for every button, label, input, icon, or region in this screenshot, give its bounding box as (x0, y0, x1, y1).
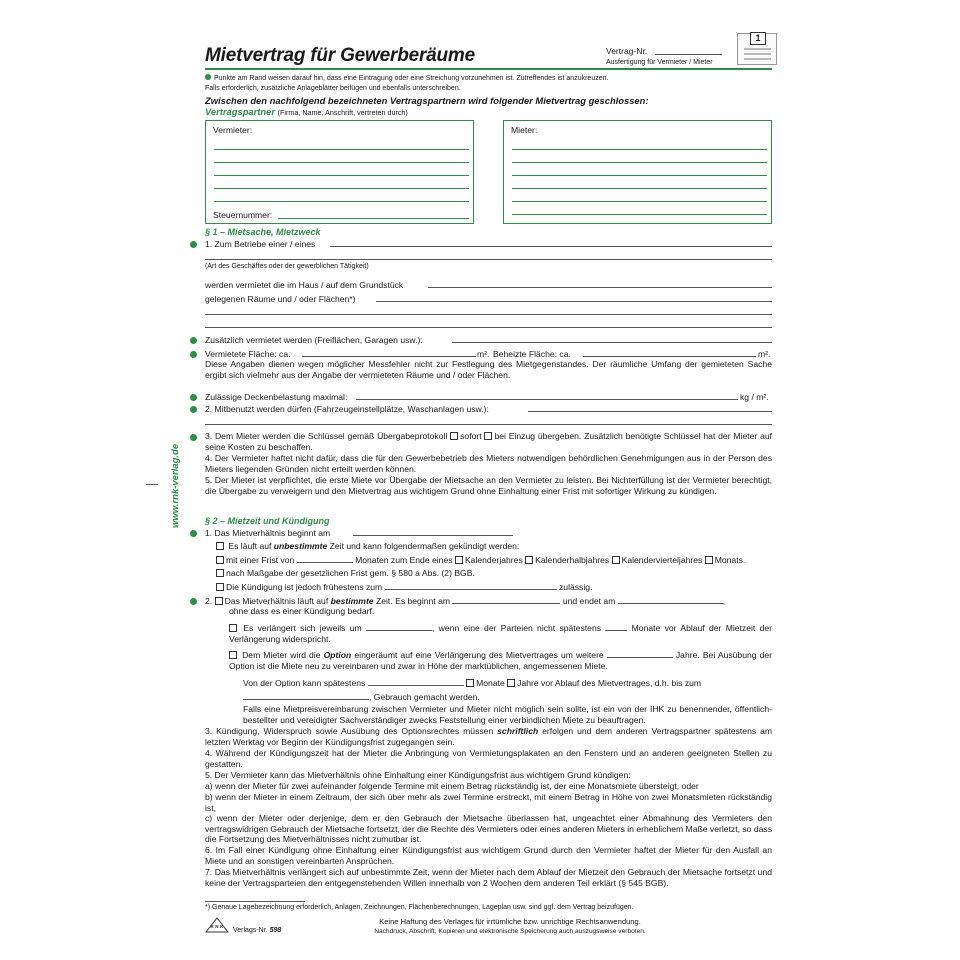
option-deadline-text-a: Von der Option kann spätestens (243, 678, 366, 688)
quarter-checkbox[interactable] (612, 556, 620, 564)
unlimited-text-b: unbestimmte (273, 541, 328, 551)
option-years-label: Jahre vor Ablauf des Mietvertrages, d.h. bis zum (517, 678, 702, 688)
contract-no-field[interactable] (655, 54, 722, 55)
earliest-row (216, 582, 592, 593)
earliest-text-a: Die Kündigung ist jedoch frühestens zum (226, 582, 383, 592)
heated-unit: m². (758, 349, 771, 359)
option-years-checkbox[interactable] (507, 679, 515, 687)
extension-months-field[interactable] (605, 630, 627, 631)
notice-row (216, 555, 776, 566)
marker-dot-icon (190, 406, 197, 413)
s1-p1-hint: (Art des Geschäftes oder der gewerblichen Tätigkeit) (205, 263, 369, 270)
fixed-term-checkbox[interactable] (215, 597, 223, 605)
rooms-field-2[interactable] (205, 314, 772, 315)
option-text-d: Jahre. Bei Ausübung der Option ist die Miete neu zu vereinbaren und zwar in Höhe der marktüblichen, angemessenen Miete. (229, 650, 773, 671)
publisher-logo (205, 917, 229, 933)
area-label: Vermietete Fläche: ca. (205, 349, 291, 359)
s2-p7: 7. Das Mietverhältnis verlängert sich auf unbestimmte Zeit, wenn der Mieter nach dem Ablauf der Mietzeit den Gebrauch der Mietsache fortsetzt und keine der Vertragsparteien den entgegenstehenden Willen innerhalb von 2 Wochen dem anderen Teil erklärt (§ 545 BGB). (205, 867, 772, 888)
tenant-line[interactable] (512, 201, 767, 202)
s1-p1b: werden vermietet die im Haus / auf dem Grundstück (205, 280, 404, 290)
landlord-label: Vermieter: (213, 125, 253, 135)
half-year-label: Kalenderhalbjahres (535, 555, 610, 565)
page-number: 1 (750, 32, 766, 45)
option-deadline-row (243, 678, 773, 689)
half-year-checkbox[interactable] (525, 556, 533, 564)
marker-dot-icon (190, 241, 197, 248)
s2-p6: 6. Im Fall einer Kündigung ohne Einhaltung einer Kündigungsfrist aus wichtigem Grund durch den Vermieter haftet der Mieter für den Ausfall an Miete und an sonstigen vereinbarten Ansprüchen. (205, 845, 772, 866)
marker-dot-icon (190, 434, 197, 441)
option-checkbox[interactable] (229, 651, 237, 659)
fixed-term-text-a: Das Mietverhältnis läuft auf (224, 596, 329, 606)
unlimited-text-a: Es läuft auf (228, 541, 272, 551)
disclaimer-line-2: Nachdruck, Abschrift, Kopieren und elektronische Speicherung auch auszugsweise verboten. (374, 928, 646, 935)
area-field[interactable] (302, 356, 476, 357)
unlimited-checkbox[interactable] (216, 542, 224, 550)
month-checkbox[interactable] (705, 556, 713, 564)
shared-use-field[interactable] (528, 411, 772, 412)
extension-text-c: Monate vor Ablauf der Mietzeit der Verlängerung widerspricht. (229, 623, 773, 644)
tenant-line[interactable] (512, 175, 767, 176)
copy-label: Ausfertigung für Vermieter / Mieter (606, 59, 713, 66)
statutory-text: nach Maßgabe der gesetzlichen Frist gem. § 580 a Abs. (2) BGB. (226, 568, 475, 578)
page-number-box (737, 33, 777, 65)
s1-p3-text: 3. Dem Mieter werden die Schlüssel gemäß Übergabeprotokoll (205, 431, 448, 441)
tenant-line[interactable] (512, 149, 767, 150)
tax-number-label: Steuernummer: (213, 210, 273, 220)
intro-heading: Zwischen den nachfolgend bezeichneten Vertragspartnern wird folgender Mietvertrag geschlossen: (205, 95, 649, 106)
page-title: Mietvertrag für Gewerberäume (205, 45, 475, 66)
footnote: *) Genaue Lagebezeichnung erforderlich, Anlagen, Zeichnungen, Flächenberechnungen, Lageplan usw. sind ggf. dem Vertrag beizufügen. (205, 904, 634, 911)
year-checkbox[interactable] (455, 556, 463, 564)
s2-p5c: c) wenn der Mieter oder derjenige, dem er den Gebrauch der Mietsache überlassen hat, ungeachtet einer Abmahnung des Vermieters den vertragswidrigen Gebrauch der Mietsache fortsetzt, der die Rechte des Vermieters oder eines anderen Mieters in erheblichem Maße verletzt, so dass die Fortsetzung des Mietverhältnisses nicht zumutbar ist. (205, 813, 772, 845)
s2-p5a: a) wenn der Mieter für zwei aufeinander folgende Termine mit einem Betrag rückständig ist, der eine Monatsmiete übersteigt, oder (205, 781, 699, 791)
s2-p3-text-b: schriftlich (497, 726, 539, 736)
statutory-row (216, 568, 475, 579)
s1-p1: 1. Zum Betriebe einer / eines (205, 239, 316, 249)
marker-dot-icon (190, 351, 197, 358)
unlimited-text-c: Zeit und kann folgendermaßen gekündigt werden: (329, 541, 520, 551)
fixed-term-row (205, 596, 772, 607)
statutory-checkbox[interactable] (216, 569, 224, 577)
marker-dot-icon (190, 530, 197, 537)
landlord-line[interactable] (214, 201, 469, 202)
fixed-end-field[interactable] (618, 603, 723, 604)
publisher-url: www.rnk-verlag.de (170, 443, 181, 528)
partners-label: Vertragspartner (205, 106, 275, 117)
quarter-label: Kalendervierteljahres (621, 555, 703, 565)
extension-row (229, 623, 772, 644)
option-months-checkbox[interactable] (466, 679, 474, 687)
extension-checkbox[interactable] (229, 624, 237, 632)
partners-hint: (Firma, Name, Anschrift, vertreten durch) (277, 108, 408, 117)
rooms-field[interactable] (376, 301, 772, 302)
s2-p3 (205, 726, 772, 747)
intro-note-2: Falls erforderlich, zusätzliche Anlageblätter beifügen und ebenfalls unterschreiben. (205, 85, 461, 92)
s2-p5: 5. Der Vermieter kann das Mietverhältnis ohne Einhaltung einer Kündigungsfrist aus wichtigem Grund kündigen: (205, 770, 631, 780)
marker-dot-icon (205, 74, 211, 80)
tenant-line[interactable] (512, 188, 767, 189)
unlimited-row (216, 541, 519, 552)
publisher-logo-text: R N K (210, 924, 224, 929)
option-months-label: Monate (476, 678, 505, 688)
area-unit: m². (477, 349, 490, 359)
keys-move-in-label: bei Einzug übergeben. Zusätzlich benötigte Schlüssel hat der Mieter auf seine Kosten zu beschaffen. (205, 431, 773, 452)
option-text-c: eingeräumt auf eine Verlängerung des Mietvertrages um weitere (354, 650, 604, 660)
section-2-heading: § 2 – Mietzeit und Kündigung (205, 516, 330, 526)
property-field[interactable] (428, 287, 772, 288)
disclaimer-line-1: Keine Haftung des Verlages für irrtümliche bzw. unrichtige Rechtsanwendung. (379, 917, 641, 926)
tenant-box (503, 120, 772, 224)
landlord-line[interactable] (214, 188, 469, 189)
keys-now-checkbox[interactable] (450, 432, 458, 440)
p2-number: 2. (205, 596, 213, 606)
load-label: Zulässige Deckenbelastung maximal: (205, 392, 348, 402)
keys-now-label: sofort (460, 431, 482, 441)
intro-note-1: Punkte am Rand weisen darauf hin, dass eine Eintragung oder eine Streichung vorzunehmen ist. Zutreffendes ist anzukreuzen. (214, 75, 609, 82)
option-until-row (243, 692, 480, 703)
s1-p4: 4. Der Vermieter haftet nicht dafür, dass die für den Gewerbebetrieb des Mieters notwendigen behördlichen Genehmigungen aus in der Person des Mieters liegenden Gründen nicht erteilt werden können. (205, 453, 772, 474)
fixed-term-comma: , (722, 596, 726, 606)
fixed-term-text-d: und endet am (562, 596, 616, 606)
s1-p1c: gelegenen Räume und / oder Flächen*) (205, 294, 356, 304)
shared-use-field-2[interactable] (205, 424, 772, 425)
disclaimer (300, 917, 860, 937)
landlord-line[interactable] (214, 162, 469, 163)
landlord-line[interactable] (214, 175, 469, 176)
rooms-field-3[interactable] (205, 327, 772, 328)
header-rule (205, 68, 772, 70)
publisher-no-row (233, 926, 281, 935)
section-1-heading: § 1 – Mietsache, Mietzweck (205, 227, 321, 237)
s2-p3-text-c: erfolgen und dem anderen Vertragspartner spätestens am letzten Werktag vor Beginn der Kündigungsfrist zugegangen sein. (205, 726, 773, 747)
publisher-no-label: Verlags-Nr. (233, 927, 268, 934)
option-deadline-field[interactable] (368, 685, 464, 686)
landlord-line[interactable] (214, 149, 469, 150)
fixed-term-text-b: bestimmte (330, 596, 374, 606)
earliest-date-field[interactable] (385, 589, 557, 590)
s1-p2: 2. Mitbenutzt werden dürfen (Fahrzeugeinstellplätze, Waschanlagen usw.): (205, 404, 489, 414)
s2-p4: 4. Während der Kündigungszeit hat der Mieter die Anbringung von Vermietungsplakaten an den Fenstern und an anderen geeigneten Stellen zu gestatten. (205, 748, 772, 769)
option-text-a: Dem Mieter wird die (242, 650, 321, 660)
marker-dot-icon (190, 337, 197, 344)
landlord-box (205, 120, 474, 224)
business-type-field[interactable] (330, 246, 772, 247)
fixed-term-text-c: Zeit. Es beginnt am (375, 596, 451, 606)
keys-move-in-checkbox[interactable] (484, 432, 492, 440)
marker-dot-icon (190, 394, 197, 401)
s1-p3 (205, 431, 772, 452)
s2-p1: 1. Das Mietverhältnis beginnt am (205, 528, 331, 538)
notice-text-a: mit einer Frist von (226, 555, 295, 565)
tenant-line[interactable] (512, 214, 767, 215)
option-until-field[interactable] (243, 699, 369, 700)
publisher-no: 598 (269, 927, 282, 934)
extension-text-a: Es verlängert sich jeweils um (243, 623, 362, 633)
option-years-field[interactable] (607, 657, 673, 658)
contract-no-label: Vertrag-Nr. (606, 46, 648, 56)
notice-checkbox[interactable] (216, 556, 224, 564)
start-date-field[interactable] (353, 535, 513, 536)
extension-period-field[interactable] (366, 630, 432, 631)
heated-label: Beheizte Fläche: ca. (493, 349, 571, 359)
month-label: Monats. (714, 555, 746, 565)
notice-months-field[interactable] (297, 562, 353, 563)
partners-heading (205, 106, 408, 117)
s1-additional: Zusätzlich vermietet werden (Freiflächen, Garagen usw.): (205, 335, 423, 345)
fixed-term-text-f: ohne dass es einer Kündigung bedarf. (229, 606, 375, 616)
option-until-text: , Gebrauch gemacht werden. (369, 692, 480, 702)
fixed-start-field[interactable] (452, 603, 560, 604)
earliest-checkbox[interactable] (216, 583, 224, 591)
s1-p5: 5. Der Mieter ist verpflichtet, die erste Miete vor Übergabe der Mietsache an den Vermieter zu leisten. Bei Nichterfüllung ist der Vermieter berechtigt, die Übergabe zu verweigern und den Mietvertrag aus wichtigem Grund ohne Einhaltung einer Frist mit sofortiger Wirkung zu kündigen. (205, 475, 772, 496)
extension-text-b: , wenn eine der Parteien nicht spätestens (432, 623, 602, 633)
tenant-label: Mieter: (511, 125, 538, 135)
area-note: Diese Angaben dienen wegen möglicher Messfehler nicht zur Festlegung des Mietgegenstandes. Der räumliche Umfang der gemieteten Sache ergibt sich vielmehr aus der Angabe der vermieteten Räume und / oder Flächen. (205, 359, 772, 380)
notice-text-b: Monaten zum Ende eines (355, 555, 453, 565)
tax-number-field[interactable] (278, 218, 469, 219)
tenant-line[interactable] (512, 162, 767, 163)
heated-area-field[interactable] (583, 356, 756, 357)
ihk-text: Falls eine Mietpreisvereinbarung zwischen Vermieter und Mieter nicht möglich sein sollte, ist ein von der IHK zu benennender, öffentlich-bestellter und vereidigter Sachverständiger zwecks Feststellung einer verbindlichen Miete zu beauftragen. (243, 704, 772, 725)
earliest-text-b: zulässig. (559, 582, 593, 592)
fold-mark (146, 484, 158, 485)
s2-p5b: b) wenn der Mieter in einem Zeitraum, der sich über mehr als zwei Termine erstreckt, mit einem Betrag in Höhe von zwei Monatsmieten rückständig ist, (205, 792, 772, 813)
marker-dot-icon (190, 598, 197, 605)
option-text-b: Option (323, 650, 352, 660)
load-unit: kg / m². (740, 392, 769, 402)
additional-field[interactable] (452, 342, 772, 343)
load-field[interactable] (356, 399, 738, 400)
footnote-rule (205, 901, 305, 902)
option-row (229, 650, 772, 671)
s2-p3-text-a: 3. Kündigung, Widerspruch sowie Ausübung des Optionsrechtes müssen (205, 726, 494, 736)
business-type-field-2[interactable] (205, 259, 772, 260)
year-label: Kalenderjahres (464, 555, 523, 565)
